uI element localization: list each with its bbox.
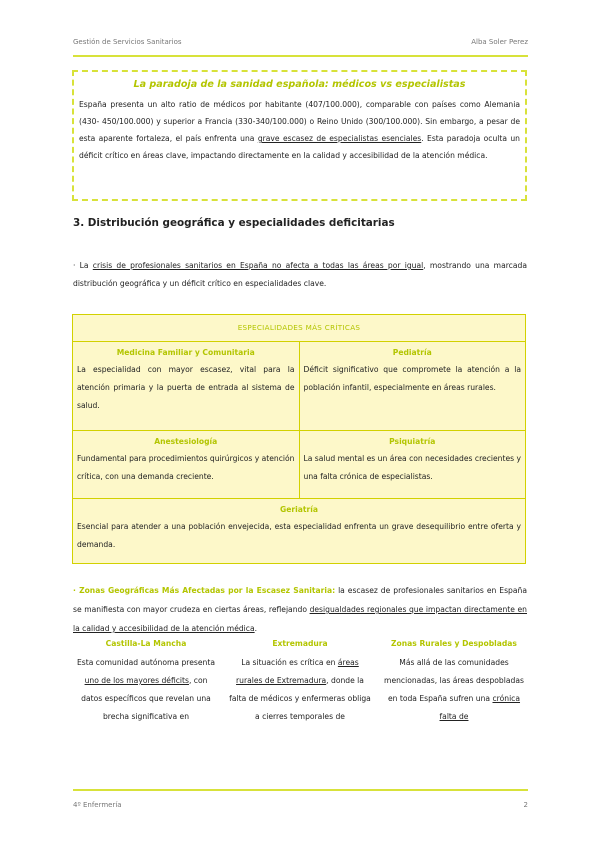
- callout-text-underlined: grave escasez de especialistas esenciales: [257, 134, 422, 143]
- table-cell-psiquiatria: [299, 431, 526, 498]
- callout-title: La paradoja de la sanidad española: médicos vs especialistas: [133, 79, 466, 90]
- page-number: 2: [523, 801, 528, 809]
- callout-text: [79, 96, 520, 164]
- cell-title: Anestesiología: [154, 437, 218, 446]
- table-cell-geriatria: [73, 499, 525, 563]
- table-cell-medicina-familiar: [73, 342, 299, 430]
- region-title: Zonas Rurales y Despobladas: [391, 639, 517, 648]
- table-row: [73, 431, 525, 499]
- regions-columns: [73, 636, 527, 726]
- region-extremadura: [227, 636, 373, 726]
- region-text-b: , con datos específicos que revelan una brecha significativa en: [81, 676, 211, 721]
- region-text-underlined: crónica falta de: [439, 694, 521, 721]
- region-zonas-rurales: [381, 636, 527, 726]
- intro-underlined: crisis de profesionales sanitarios en España no afecta a todas las áreas por igual: [92, 261, 424, 270]
- region-text: [381, 654, 527, 726]
- zonas-end: .: [254, 624, 258, 633]
- footer-rule: [73, 789, 528, 791]
- callout-text-a: España presenta un alto ratio de médicos por habitante (407/100.000), comparable con países como Alemania (430- 450/100.000) y superior a Francia (330-340/100.000) o Reino Unido (300/100.000). Sin embargo, a pesar de esta aparente fortaleza, el país enfrenta una: [79, 100, 520, 143]
- region-title: Castilla-La Mancha: [105, 639, 187, 648]
- zonas-text: la escasez de profesionales sanitarios en España se manifiesta con mayor crudeza en ciertas áreas, reflejando: [73, 586, 527, 614]
- cell-title: Pediatría: [392, 348, 432, 357]
- footer-course: 4º Enfermería: [73, 801, 122, 809]
- cell-title: Geriatría: [280, 505, 318, 514]
- header-rule: [73, 55, 528, 57]
- specialties-table: [72, 314, 526, 564]
- table-row: [73, 342, 525, 431]
- region-text-a: Más allá de las comunidades mencionadas, las áreas despobladas en toda España sufren una: [384, 658, 524, 703]
- cell-text: La salud mental es un área con necesidades crecientes y una falta crónica de especialistas.: [303, 454, 521, 481]
- cell-text: Fundamental para procedimientos quirúrgicos y atención crítica, con una demanda creciente.: [77, 454, 295, 481]
- region-text: [73, 654, 219, 726]
- cell-text: Esencial para atender a una población envejecida, esta especialidad enfrenta un grave desequilibrio entre oferta y demanda.: [77, 522, 521, 549]
- cell-title: Medicina Familiar y Comunitaria: [116, 348, 255, 357]
- intro-paragraph: [73, 257, 527, 293]
- cell-text: La especialidad con mayor escasez, vital para la atención primaria y la puerta de entrada al sistema de salud.: [77, 365, 295, 410]
- callout-box: [72, 70, 527, 201]
- header-author: Alba Soler Perez: [471, 38, 528, 46]
- cell-text: Déficit significativo que compromete la atención a la población infantil, especialmente en áreas rurales.: [303, 365, 521, 392]
- region-text-a: La situación es crítica en: [241, 658, 338, 667]
- region-text-a: Esta comunidad autónoma presenta: [77, 658, 215, 667]
- header-course: Gestión de Servicios Sanitarios: [73, 38, 182, 46]
- callout-text-b: . Esta paradoja oculta un déficit crítico en áreas clave, impactando directamente en la calidad y accesibilidad de la atención médica.: [79, 134, 520, 160]
- region-text-underlined: uno de los mayores déficits: [84, 676, 189, 685]
- region-text-b: , donde la falta de médicos y enfermeras obliga a cierres temporales de: [229, 676, 371, 721]
- region-text-underlined: áreas rurales de Extremadura: [236, 658, 359, 685]
- intro-suffix: , mostrando una marcada distribución geográfica y un déficit crítico en especialidades clave.: [73, 261, 527, 288]
- cell-title: Psiquiatría: [389, 437, 436, 446]
- intro-prefix: · La: [73, 261, 93, 270]
- section-title: 3. Distribución geográfica y especialidades deficitarias: [73, 217, 395, 229]
- region-text: [227, 654, 373, 726]
- zonas-paragraph: [73, 581, 527, 638]
- region-castilla-la-mancha: [73, 636, 219, 726]
- zonas-lead: · Zonas Geográficas Más Afectadas por la Escasez Sanitaria:: [73, 586, 336, 595]
- table-cell-pediatria: [299, 342, 526, 430]
- table-cell-anestesiologia: [73, 431, 299, 498]
- table-row: [73, 499, 525, 563]
- table-header: ESPECIALIDADES MÁS CRÍTICAS: [73, 315, 525, 342]
- region-title: Extremadura: [272, 639, 328, 648]
- zonas-underlined: desigualdades regionales que impactan directamente en la calidad y accesibilidad de la atención médica: [73, 605, 527, 633]
